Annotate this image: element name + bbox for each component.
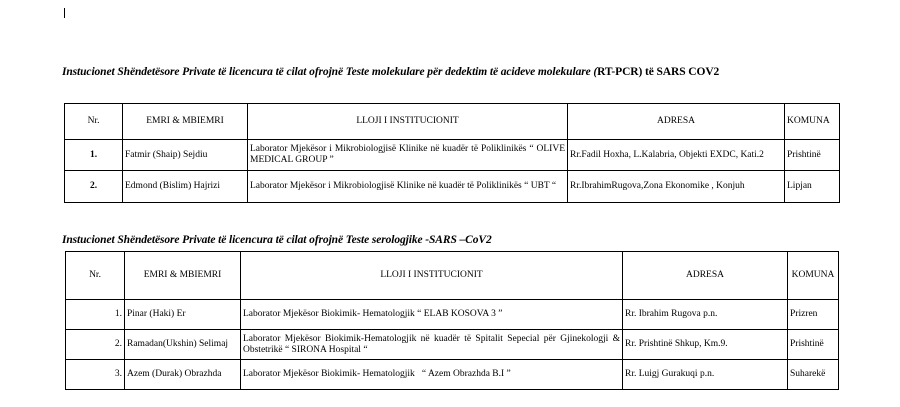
cell-name: Azem (Durak) Obrazhda — [125, 360, 241, 390]
cell-nr: 2. — [65, 171, 123, 203]
cell-institution: Laborator Mjekësor Biokimik- Hematologjik “ ELAB KOSOVA 3 ” — [241, 300, 623, 330]
cell-nr: 1. — [66, 300, 125, 330]
heading-tail: ) të SARS COV2 — [638, 66, 720, 78]
table-molecular-tests — [64, 103, 840, 203]
cell-address: Rr. Luigj Gurakuqi p.n. — [623, 360, 788, 390]
cell-address: Rr.Fadil Hoxha, L.Kalabria, Objekti EXDC, Kati.2 — [568, 140, 785, 171]
cell-nr: 2. — [66, 330, 125, 360]
table-serology-tests — [65, 251, 839, 390]
heading-text: Instucionet Shëndetësore Private të licencura të cilat ofrojnë Teste molekulare për dedektim të acideve molekulare ( — [62, 66, 598, 78]
cell-name: Ramadan(Ukshin) Selimaj — [125, 330, 241, 360]
table-row — [66, 300, 839, 330]
cell-name: Fatmir (Shaip) Sejdiu — [123, 140, 248, 171]
cell-municipality: Lipjan — [785, 171, 840, 203]
table-header-row — [65, 104, 840, 140]
heading-serology-tests: Instucionet Shëndetësore Private të licencura të cilat ofrojnë Teste serologjike -SARS –CoV2 — [62, 234, 492, 246]
heading-molecular-tests — [62, 66, 719, 78]
cell-municipality: Prizren — [788, 300, 839, 330]
cell-name: Pinar (Haki) Er — [125, 300, 241, 330]
cell-name: Edmond (Bislim) Hajrizi — [123, 171, 248, 203]
col-header-municipality: KOMUNA — [785, 104, 840, 140]
cell-nr: 3. — [66, 360, 125, 390]
col-header-nr: Nr. — [66, 252, 125, 300]
table-row — [66, 360, 839, 390]
cell-institution: Laborator Mjekësor Biokimik- Hematologjik “ Azem Obrazhda B.I ” — [241, 360, 623, 390]
col-header-municipality: KOMUNA — [788, 252, 839, 300]
text-cursor — [64, 8, 65, 18]
cell-institution: Laborator Mjekësor Biokimik-Hematologjik në kuadër të Spitalit Sepecial për Gjinekologji & Obstetrikë “ SIRONA Hospital “ — [241, 330, 623, 360]
col-header-nr: Nr. — [65, 104, 123, 140]
cell-institution: Laborator Mjekësor i Mikrobiologjisë Klinike në kuadër të Poliklinikës “ UBT “ — [248, 171, 568, 203]
table-row — [65, 171, 840, 203]
heading-rtpcr: RT-PCR — [597, 66, 639, 78]
cell-address: Rr. Prishtinë Shkup, Km.9. — [623, 330, 788, 360]
cell-institution: Laborator Mjekësor i Mikrobiologjisë Klinike në kuadër të Poliklinikës “ OLIVE MEDICAL GROUP ” — [248, 140, 568, 171]
col-header-name: EMRI & MBIEMRI — [125, 252, 241, 300]
table-header-row — [66, 252, 839, 300]
col-header-name: EMRI & MBIEMRI — [123, 104, 248, 140]
col-header-institution: LLOJI I INSTITUCIONIT — [241, 252, 623, 300]
col-header-address: ADRESA — [623, 252, 788, 300]
cell-nr: 1. — [65, 140, 123, 171]
table-row — [65, 140, 840, 171]
table-row — [66, 330, 839, 360]
cell-municipality: Prishtinë — [785, 140, 840, 171]
cell-address: Rr.IbrahimRugova,Zona Ekonomike , Konjuh — [568, 171, 785, 203]
col-header-institution: LLOJI I INSTITUCIONIT — [248, 104, 568, 140]
cell-address: Rr. Ibrahim Rugova p.n. — [623, 300, 788, 330]
cell-municipality: Suharekë — [788, 360, 839, 390]
cell-municipality: Prishtinë — [788, 330, 839, 360]
col-header-address: ADRESA — [568, 104, 785, 140]
